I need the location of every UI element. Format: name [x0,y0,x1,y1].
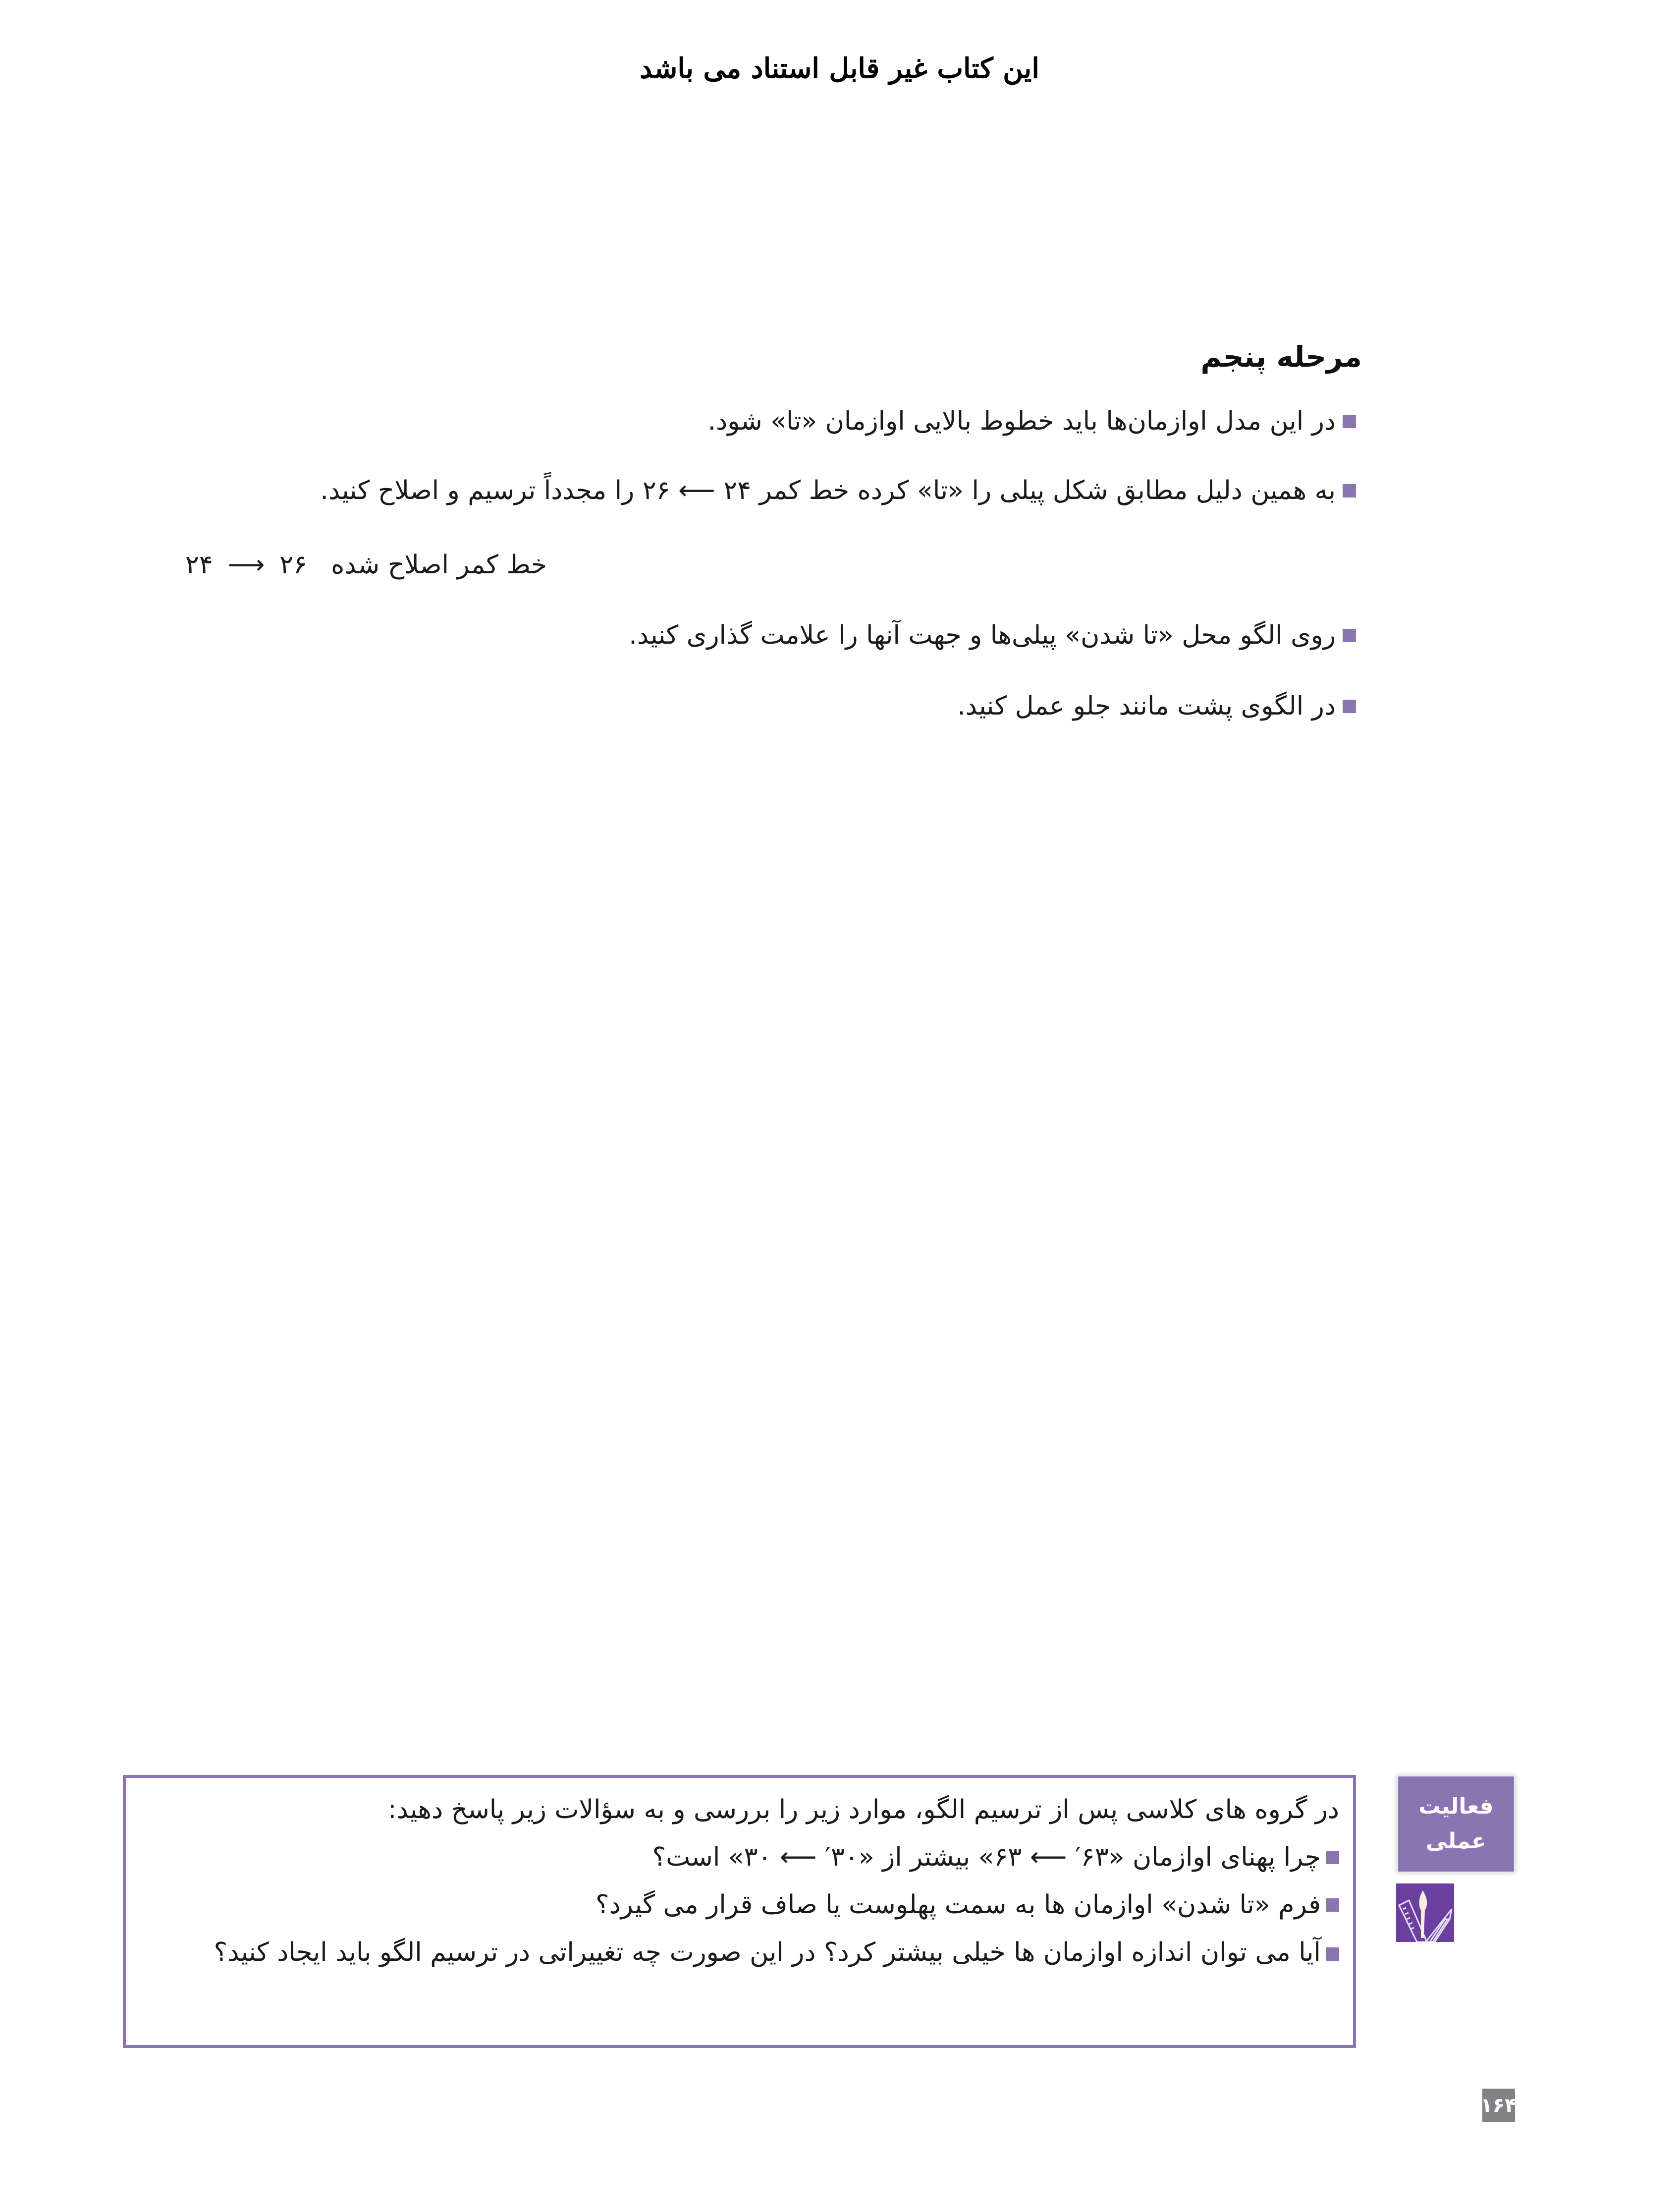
question-text: فرم «تا شدن» اوازمان ها به سمت پهلوست یا صاف قرار می گیرد؟ [596,1890,1321,1920]
bullet-item [957,681,1356,731]
waist-from-value: ۲۶ [279,550,308,580]
bullet-text: در الگوی پشت مانند جلو عمل کنید. [957,691,1336,721]
bullet-text: روی الگو محل «تا شدن» پیلی‌ها و جهت آنها را علامت گذاری کنید. [629,620,1336,650]
badge-line-2: عملی [1425,1828,1487,1854]
bullet-item [708,396,1356,446]
waist-to-value: ۲۴ [185,550,213,580]
bullet-item [629,610,1356,660]
page-number: ۱۶۴ [1482,2089,1515,2122]
waist-correction-note [185,540,547,590]
question-text: چرا پهنای اوازمان «۶۳′ ⟵ ۶۳» بیشتر از «۳۰′ ⟵ ۳۰» است؟ [652,1842,1321,1872]
activity-question [138,1929,1339,1976]
badge-line-1: فعالیت [1418,1794,1494,1819]
bullet-square-icon [1326,1898,1339,1912]
waist-note-values [185,540,307,590]
question-text: آیا می توان اندازه اوازمان ها خیلی بیشتر کرد؟ در این صورت چه تغییراتی در ترسیم الگو باید ایجاد کنید؟ [214,1937,1321,1967]
bullet-square-icon [1343,700,1356,713]
activity-content [138,1786,1339,1976]
bullet-square-icon [1343,629,1356,642]
ruler-brush-pencil-icon [1396,1883,1454,1942]
bullet-square-icon [1326,1851,1339,1864]
practical-activity-badge [1397,1775,1515,1873]
bullet-square-icon [1343,484,1356,498]
arrow-icon: ⟶ [227,550,265,580]
bullet-text: به همین دلیل مطابق شکل پیلی را «تا» کرده خط کمر ۲۴ ⟵ ۲۶ را مجدداً ترسیم و اصلاح کنید. [320,476,1336,505]
activity-intro [138,1786,1339,1833]
waist-note-label: خط کمر اصلاح شده [331,550,547,580]
activity-intro-text: در گروه های کلاسی پس از ترسیم الگو، موارد زیر را بررسی و به سؤالات زیر پاسخ دهید: [388,1795,1339,1825]
bullet-item [320,466,1356,515]
bullet-text: در این مدل اوازمان‌ها باید خطوط بالایی اوازمان «تا» شود. [707,406,1336,436]
watermark-header: این کتاب غیر قابل استناد می باشد [640,52,1039,85]
activity-question [138,1833,1339,1881]
bullet-square-icon [1326,1947,1339,1961]
bullet-square-icon [1343,415,1356,428]
section-title: مرحله پنجم [1200,340,1362,374]
activity-question [138,1881,1339,1929]
activity-box [123,1775,1356,2048]
